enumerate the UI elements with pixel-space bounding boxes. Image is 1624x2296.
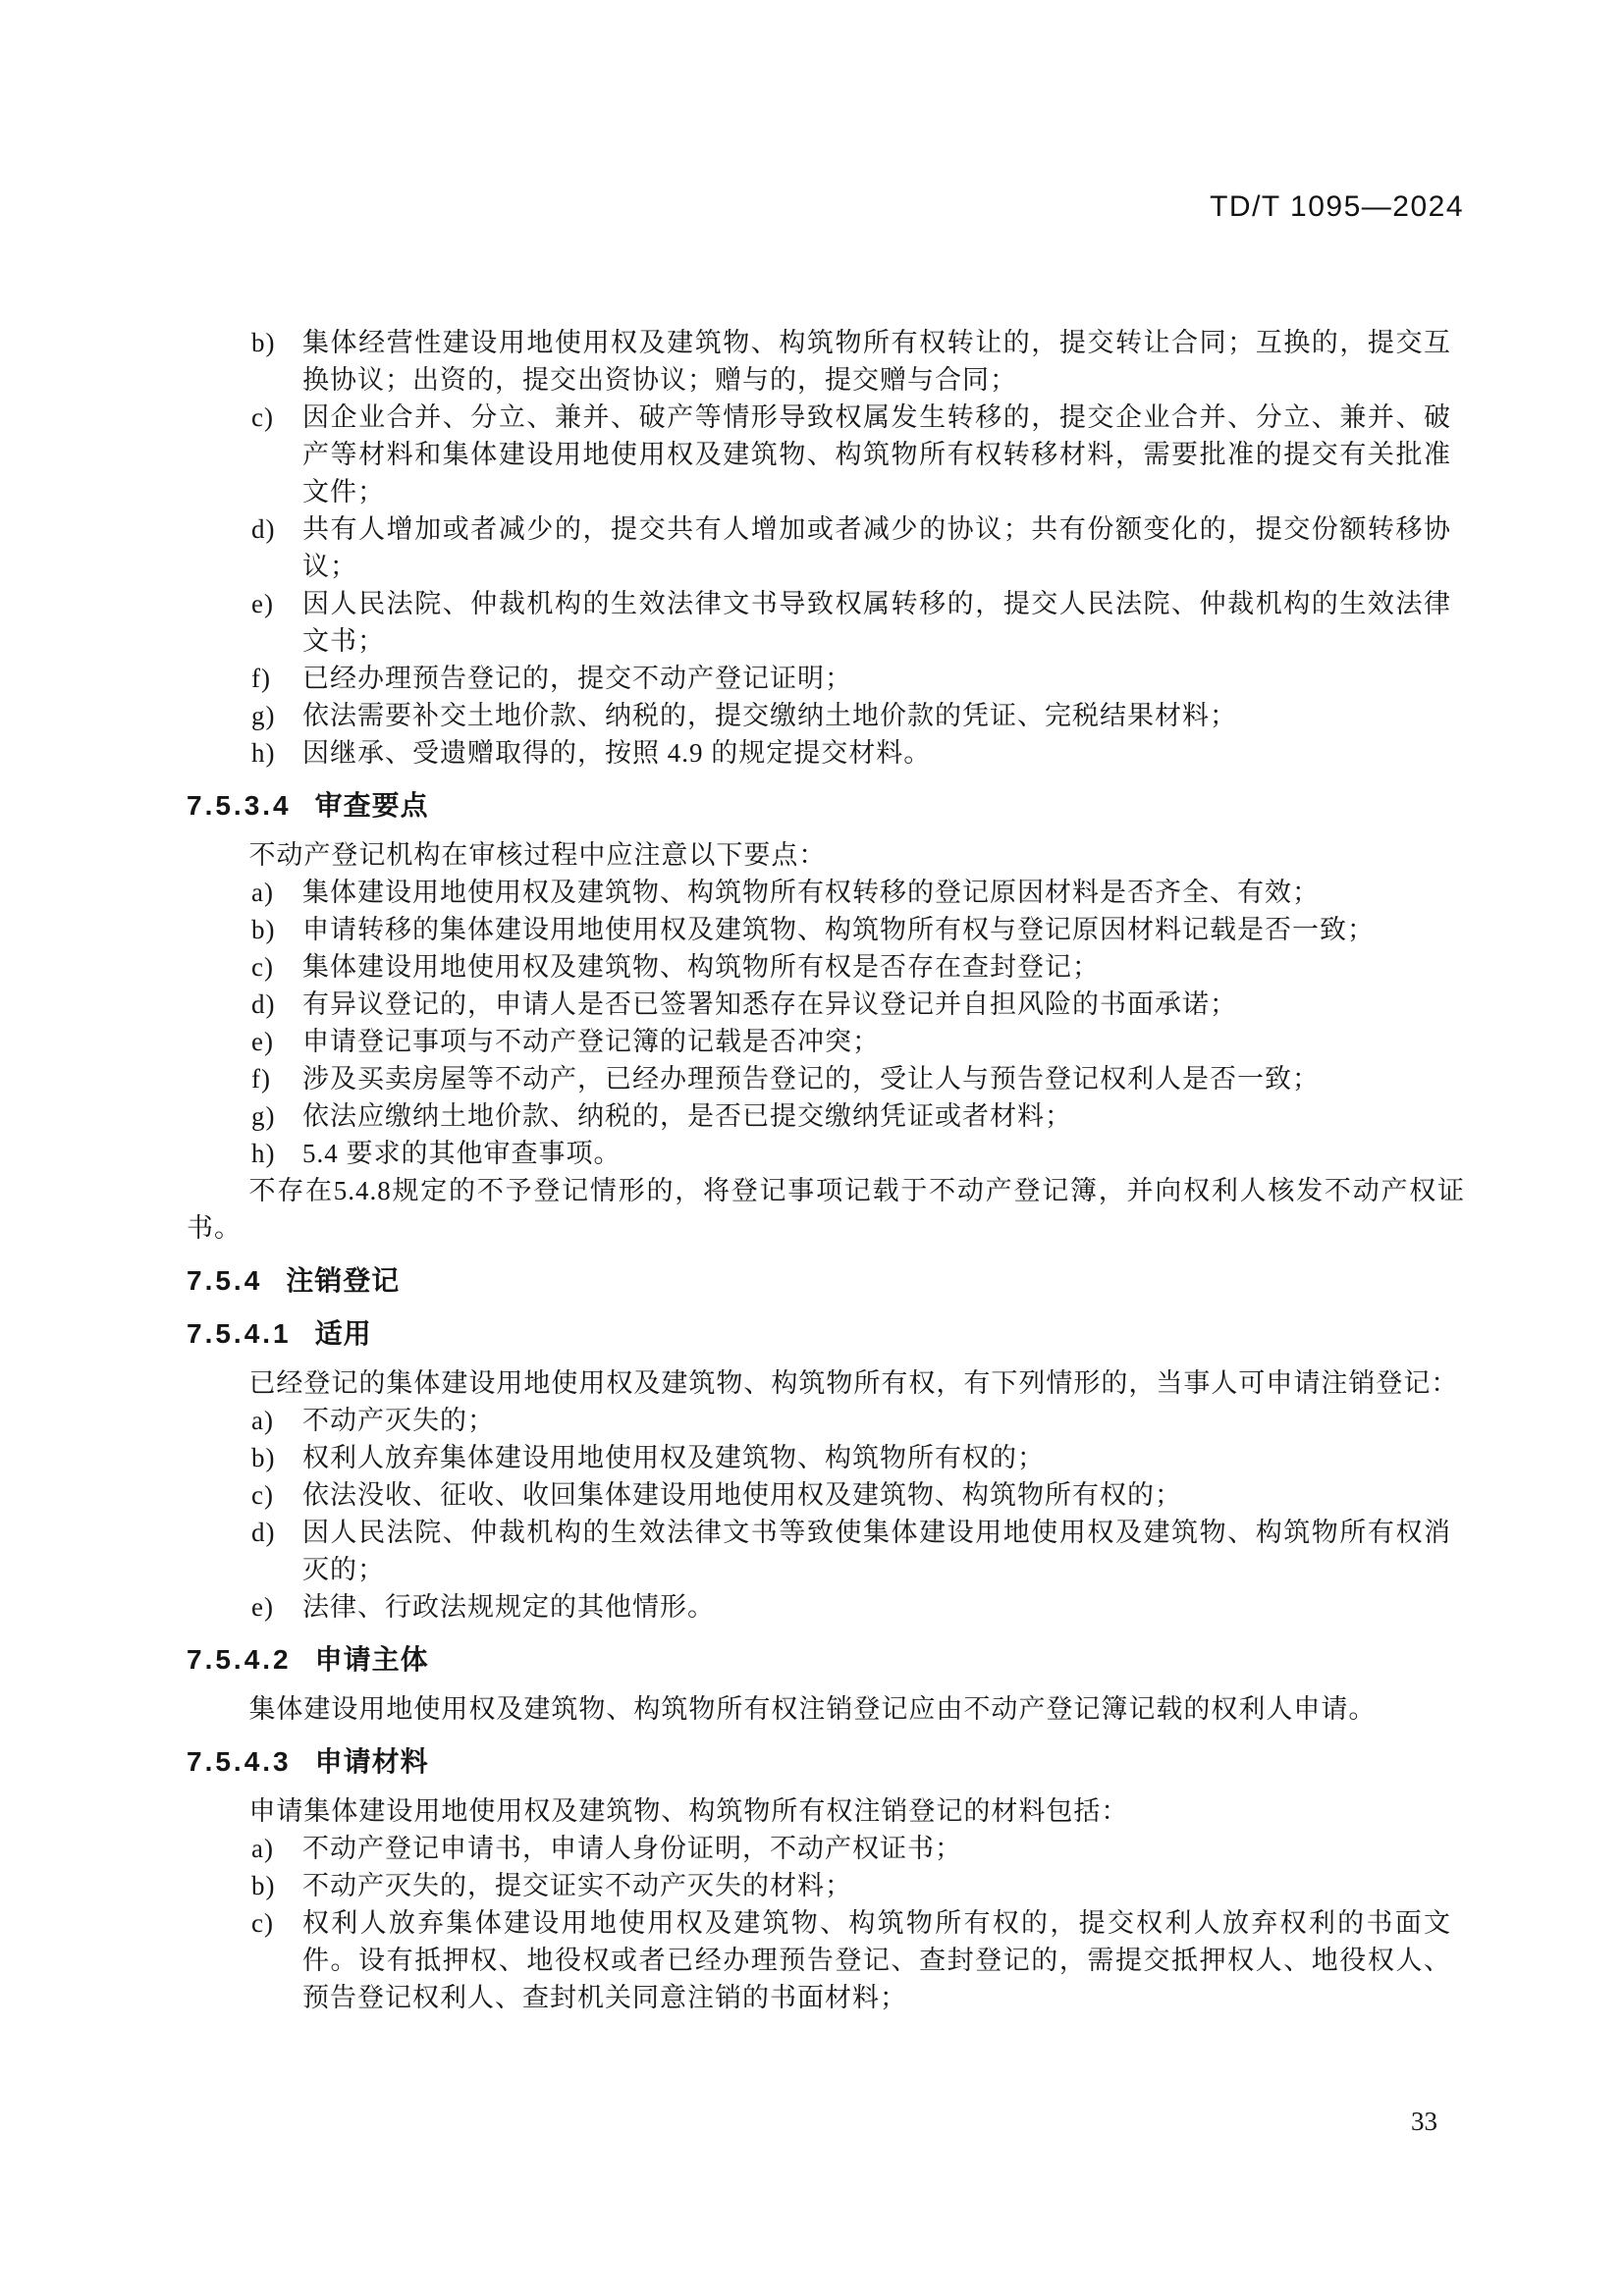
list-item-label: f) — [251, 1064, 271, 1094]
list-item-label: h) — [251, 1139, 276, 1168]
list-item-label: g) — [251, 701, 276, 730]
list-item — [187, 399, 1465, 510]
list-item-label: c) — [251, 402, 274, 432]
list-item — [187, 1060, 1465, 1097]
list-item-label: b) — [251, 1871, 276, 1900]
list — [187, 874, 1465, 1172]
list-item-label: b) — [251, 915, 276, 944]
list-item-text: 因人民法院、仲裁机构的生效法律文书导致权属转移的，提交人民法院、仲裁机构的生效法律文书； — [302, 589, 1451, 656]
list-item-label: c) — [251, 1908, 274, 1938]
list-item — [187, 1867, 1465, 1904]
section-title: 申请材料 — [314, 1746, 429, 1777]
list-item — [187, 874, 1465, 911]
list-item-text: 涉及买卖房屋等不动产，已经办理预告登记的，受让人与预告登记权利人是否一致； — [302, 1064, 1320, 1094]
list-item-text: 共有人增加或者减少的，提交共有人增加或者减少的协议；共有份额变化的，提交份额转移协议； — [302, 514, 1451, 581]
list-item-text: 因企业合并、分立、兼并、破产等情形导致权属发生转移的，提交企业合并、分立、兼并、破产等材料和集体建设用地使用权及建筑物、构筑物所有权转移材料，需要批准的提交有关批准文件； — [302, 402, 1451, 507]
list-item-text: 申请登记事项与不动产登记簿的记载是否冲突； — [302, 1027, 880, 1056]
list-item — [187, 948, 1465, 986]
list-item — [187, 660, 1465, 697]
section-title: 注销登记 — [286, 1265, 401, 1296]
paragraph: 集体建设用地使用权及建筑物、构筑物所有权注销登记应由不动产登记簿记载的权利人申请。 — [248, 1694, 1377, 1724]
list-item-label: a) — [251, 1406, 274, 1435]
document-content — [187, 324, 1465, 2016]
list-item — [187, 1830, 1465, 1867]
list-item — [187, 510, 1465, 585]
list-item — [187, 734, 1465, 772]
list-item-text: 法律、行政法规规定的其他情形。 — [302, 1592, 715, 1622]
paragraph: 不动产登记机构在审核过程中应注意以下要点： — [248, 840, 827, 870]
section-heading — [187, 787, 1465, 825]
list-item — [187, 1135, 1465, 1172]
list-item — [187, 1097, 1465, 1135]
section-heading — [187, 1262, 1465, 1300]
list-item-label: a) — [251, 878, 274, 907]
list-item-text: 已经办理预告登记的，提交不动产登记证明； — [302, 664, 852, 693]
list-item-label: e) — [251, 1027, 274, 1056]
list-item — [187, 585, 1465, 660]
list-item-text: 依法没收、征收、收回集体建设用地使用权及建筑物、构筑物所有权的； — [302, 1480, 1182, 1510]
list-item-label: d) — [251, 1518, 276, 1547]
section-heading — [187, 1315, 1465, 1353]
section-heading — [187, 1743, 1465, 1781]
section-heading — [187, 1641, 1465, 1679]
paragraph: 不存在5.4.8规定的不予登记情形的，将登记事项记载于不动产登记簿，并向权利人核发不动产权证书。 — [187, 1176, 1465, 1243]
list-item — [187, 986, 1465, 1023]
list-item — [187, 1023, 1465, 1060]
list-item-label: c) — [251, 952, 274, 982]
section-number: 7.5.4.2 — [187, 1644, 292, 1675]
list — [187, 324, 1465, 772]
list-item-text: 集体建设用地使用权及建筑物、构筑物所有权转移的登记原因材料是否齐全、有效； — [302, 878, 1320, 907]
list-item-label: a) — [251, 1834, 274, 1863]
section-number: 7.5.4.3 — [187, 1746, 292, 1777]
page-number: 33 — [1411, 2107, 1437, 2136]
list-item-text: 集体建设用地使用权及建筑物、构筑物所有权是否存在查封登记； — [302, 952, 1100, 982]
list-item-text: 集体经营性建设用地使用权及建筑物、构筑物所有权转让的，提交转让合同；互换的，提交互换协议；出资的，提交出资协议；赠与的，提交赠与合同； — [302, 328, 1451, 395]
list-item — [187, 1402, 1465, 1439]
list-item-label: g) — [251, 1101, 276, 1131]
list-item-label: e) — [251, 1592, 274, 1622]
list-item-text: 不动产灭失的； — [302, 1406, 495, 1435]
section-number: 7.5.3.4 — [187, 790, 292, 821]
section-title: 适用 — [314, 1318, 372, 1349]
list-item-label: f) — [251, 664, 271, 693]
standard-code: TD/T 1095—2024 — [1210, 190, 1464, 223]
list-item — [187, 1588, 1465, 1626]
list-item — [187, 1514, 1465, 1588]
list — [187, 1830, 1465, 2016]
list-item-text: 依法应缴纳土地价款、纳税的，是否已提交缴纳凭证或者材料； — [302, 1101, 1072, 1131]
list-item-label: e) — [251, 589, 274, 618]
list-item — [187, 911, 1465, 948]
list — [187, 1402, 1465, 1626]
list-item-text: 因继承、受遗赠取得的，按照 4.9 的规定提交材料。 — [302, 738, 932, 768]
list-item-label: d) — [251, 514, 276, 544]
list-item-text: 不动产灭失的，提交证实不动产灭失的材料； — [302, 1871, 852, 1900]
section-number: 7.5.4 — [187, 1265, 263, 1296]
list-item-text: 有异议登记的，申请人是否已签署知悉存在异议登记并自担风险的书面承诺； — [302, 989, 1237, 1019]
paragraph: 申请集体建设用地使用权及建筑物、构筑物所有权注销登记的材料包括： — [248, 1796, 1129, 1826]
list-item — [187, 697, 1465, 734]
section-title: 申请主体 — [314, 1644, 429, 1675]
list-item-text: 因人民法院、仲裁机构的生效法律文书等致使集体建设用地使用权及建筑物、构筑物所有权消灭的； — [302, 1518, 1451, 1584]
list-item-text: 申请转移的集体建设用地使用权及建筑物、构筑物所有权与登记原因材料记载是否一致； — [302, 915, 1375, 944]
list-item-label: b) — [251, 328, 276, 357]
list-item — [187, 1439, 1465, 1476]
list-item-label: c) — [251, 1480, 274, 1510]
list-item — [187, 324, 1465, 399]
list-item-text: 5.4 要求的其他审查事项。 — [302, 1139, 622, 1168]
list-item-text: 不动产登记申请书，申请人身份证明，不动产权证书； — [302, 1834, 962, 1863]
section-title: 审查要点 — [314, 790, 429, 821]
list-item-label: b) — [251, 1443, 276, 1472]
list-item-text: 依法需要补交土地价款、纳税的，提交缴纳土地价款的凭证、完税结果材料； — [302, 701, 1237, 730]
list-item — [187, 1476, 1465, 1514]
paragraph: 已经登记的集体建设用地使用权及建筑物、构筑物所有权，有下列情形的，当事人可申请注销登记： — [248, 1368, 1459, 1398]
list-item-text: 权利人放弃集体建设用地使用权及建筑物、构筑物所有权的，提交权利人放弃权利的书面文件。设有抵押权、地役权或者已经办理预告登记、查封登记的，需提交抵押权人、地役权人、预告登记权利人、查封机关同意注销的书面材料； — [302, 1908, 1451, 2012]
list-item-text: 权利人放弃集体建设用地使用权及建筑物、构筑物所有权的； — [302, 1443, 1045, 1472]
list-item-label: d) — [251, 989, 276, 1019]
section-number: 7.5.4.1 — [187, 1318, 292, 1349]
list-item — [187, 1904, 1465, 2016]
list-item-label: h) — [251, 738, 276, 768]
